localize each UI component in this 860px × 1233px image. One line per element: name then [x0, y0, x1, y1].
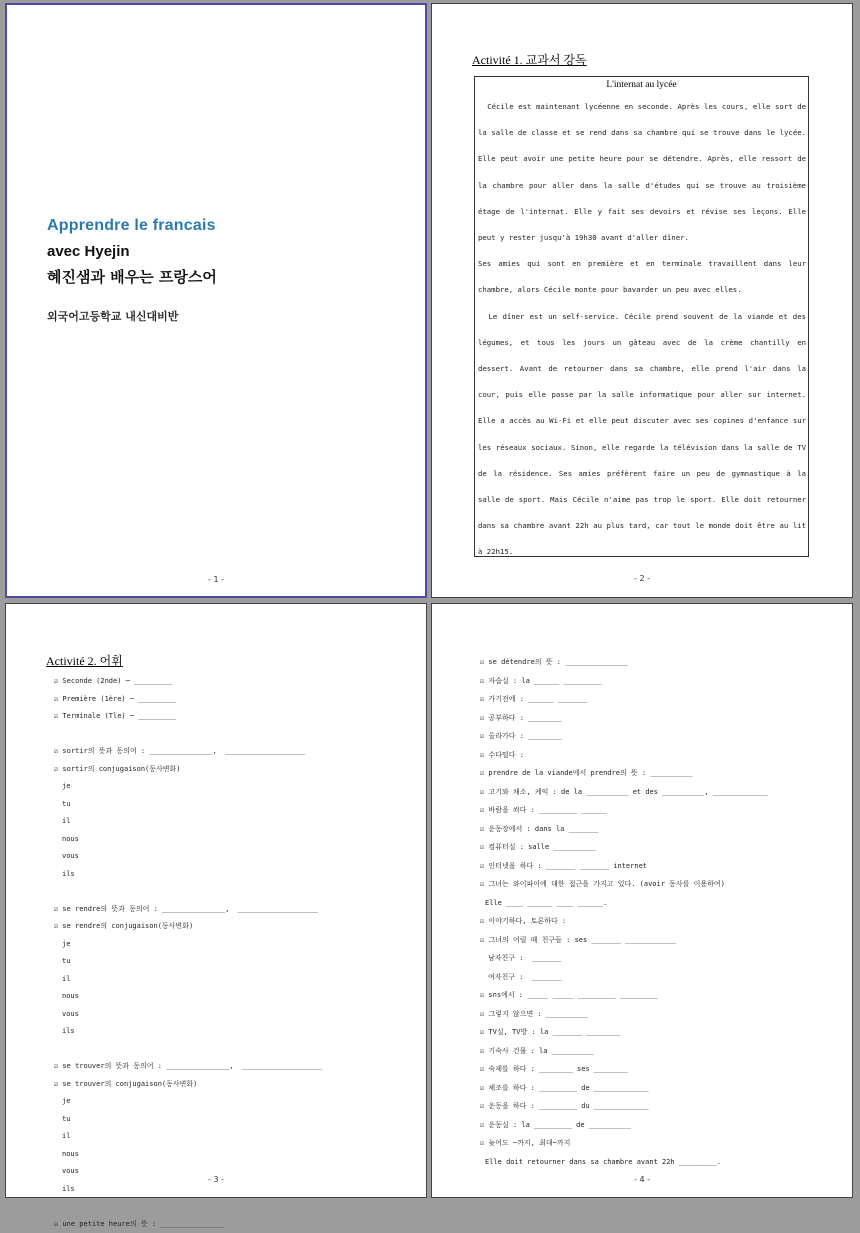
worksheet-item: ☑ 그녀는 와이파이에 대한 접근을 가지고 있다. (avoir 동사를 이용하여)	[480, 875, 840, 894]
worksheet-item: ☑ prendre de la viande에서 prendre의 뜻 : __________	[480, 764, 840, 783]
worksheet-item: nous	[54, 988, 404, 1006]
worksheet-item: ☑ 기숙사 건물 : la __________	[480, 1042, 840, 1061]
reading-paragraph-1: Cécile est maintenant lycéenne en seconde. Après les cours, elle sort de la salle de classe et se rend dans sa chambre qui se trouve dans le lycée. Elle peut avoir une petite heure pour se détendre. Après, elle ressort de la chambre pour aller dans la salle d'études qui se trouve au troisième étage de l'internat. Elle y fait ses devoirs et révise ses leçons. Elle peut y rester jusqu'à 19h30 avant d'aller dîner.	[475, 94, 808, 251]
worksheet-item: Elle ____ ______ ____ ______.	[480, 894, 840, 913]
worksheet-item: ☑ se trouver의 뜻과 동의어 : _______________, ___________________	[54, 1058, 404, 1076]
worksheet-item: 남자친구 : _______	[480, 949, 840, 968]
list-spacer	[54, 1198, 404, 1216]
reading-title: L'internat au lycée	[475, 80, 808, 94]
worksheet-item: ☑ 숙제를 하다 : ________ ses ________	[480, 1060, 840, 1079]
worksheet-item: ☑ se trouver의 conjugaison(동사변화)	[54, 1076, 404, 1094]
worksheet-item: vous	[54, 848, 404, 866]
worksheet-item: ils	[54, 1181, 404, 1199]
worksheet-item: ☑ sortir의 뜻과 동의어 : _______________, ___________________	[54, 743, 404, 761]
worksheet-item: il	[54, 1128, 404, 1146]
worksheet-item: ☑ 운동을 하다 : _________ du _____________	[480, 1097, 840, 1116]
worksheet-item: ☑ se rendre의 conjugaison(동사변화)	[54, 918, 404, 936]
worksheet-item: tu	[54, 1111, 404, 1129]
worksheet-item: ☑ 고기와 채소, 케익 : de la __________ et des __________, _____________	[480, 783, 840, 802]
worksheet-item: ils	[54, 1023, 404, 1041]
list-spacer	[54, 1041, 404, 1059]
cover-title-french: Apprendre le francais	[47, 217, 216, 235]
worksheet-item: ☑ 컴퓨터실 : salle __________	[480, 838, 840, 857]
worksheet-item: ☑ sns에서 : _____ _____ _________ _________	[480, 986, 840, 1005]
page-2-reading	[431, 3, 853, 598]
worksheet-item: ☑ Seconde (2nde) ─ _________	[54, 673, 404, 691]
worksheet-item: je	[54, 1093, 404, 1111]
worksheet-item: ☑ 자습실 : la ______ _________	[480, 672, 840, 691]
cover-subtitle: 외국어고등학교 내신대비반	[47, 308, 178, 324]
page-number: - 4 -	[432, 1175, 852, 1184]
worksheet-item: ☑ 운동실 : la _________ de __________	[480, 1116, 840, 1135]
page-1-cover	[5, 3, 427, 598]
worksheet-item: ☑ 늦어도 ~까지, 최대~까지	[480, 1134, 840, 1153]
list-spacer	[54, 883, 404, 901]
worksheet-item: ☑ 인터넷을 하다 : _______ _______ internet	[480, 857, 840, 876]
worksheet-item: ☑ se rendre의 뜻과 동의어 : _______________, ___________________	[54, 901, 404, 919]
worksheet-item: vous	[54, 1006, 404, 1024]
worksheet-item: vous	[54, 1163, 404, 1181]
worksheet-item: ☑ Terminale (Tle) ─ _________	[54, 708, 404, 726]
reading-text-box	[474, 76, 809, 557]
page-number: - 2 -	[432, 574, 852, 583]
worksheet-item: 여자친구 : _______	[480, 968, 840, 987]
worksheet-item: il	[54, 813, 404, 831]
worksheet-item: nous	[54, 1146, 404, 1164]
activity-1-heading: Activité 1. 교과서 강독	[472, 51, 587, 68]
reading-paragraph-2: Ses amies qui sont en première et en terminale travaillent dans leur chambre, alors Cécile monte pour bavarder un peu avec elles.	[475, 251, 808, 303]
worksheet-item: Elle doit retourner dans sa chambre avant 22h _________.	[480, 1153, 840, 1172]
cover-title-line2: avec Hyejin	[47, 243, 130, 260]
worksheet-item: ☑ sortir의 conjugaison(동사변화)	[54, 761, 404, 779]
page-number: - 1 -	[7, 575, 425, 584]
worksheet-item: tu	[54, 953, 404, 971]
vocabulary-list-2	[480, 653, 840, 1171]
activity-2-heading: Activité 2. 어휘	[46, 652, 123, 669]
worksheet-item: ☑ 체조를 하다 : _________ de _____________	[480, 1079, 840, 1098]
worksheet-item: ☑ 가기전에 : ______ _______	[480, 690, 840, 709]
worksheet-item: ☑ Première (1ère) ─ _________	[54, 691, 404, 709]
page-3-vocabulary	[5, 603, 427, 1198]
worksheet-item: ☑ 운동장에서 : dans la _______	[480, 820, 840, 839]
worksheet-item: ☑ 바람을 쐬다 : _________ ______	[480, 801, 840, 820]
worksheet-item: ☑ 수다떨다 :	[480, 746, 840, 765]
page-number: - 3 -	[6, 1175, 426, 1184]
worksheet-item: ils	[54, 866, 404, 884]
worksheet-item: ☑ TV실, TV방 : la _______ ________	[480, 1023, 840, 1042]
worksheet-item: ☑ se détendre의 뜻 : _______________	[480, 653, 840, 672]
cover-title-korean: 혜진샘과 배우는 프랑스어	[47, 266, 217, 287]
page-4-vocabulary	[431, 603, 853, 1198]
worksheet-item: ☑ 이야기하다, 토론하다 :	[480, 912, 840, 931]
worksheet-item: ☑ une petite heure의 뜻 : _______________	[54, 1216, 404, 1233]
worksheet-item: il	[54, 971, 404, 989]
vocabulary-list-1	[54, 673, 404, 1233]
worksheet-item: tu	[54, 796, 404, 814]
worksheet-item: je	[54, 936, 404, 954]
reading-paragraph-3: Le dîner est un self-service. Cécile prend souvent de la viande et des légumes, et tous les jours un gâteau avec de la crème chantilly en dessert. Avant de retourner dans sa chambre, elle prend l'air dans la cour, puis elle passe par la salle informatique pour aller sur internet. Elle a accès au Wi-Fi et elle peut discuter avec ses copines d'enfance sur les réseaux sociaux. Sinon, elle regarde la télévision dans la salle de TV de la résidence. Ses amies préfèrent faire un peu de gymnastique à la salle de sport. Mais Cécile n'aime pas trop le sport. Elle doit retourner dans sa chambre avant 22h au plus tard, car tout le monde doit être au lit à 22h15.	[475, 304, 808, 557]
worksheet-item: ☑ 공부하다 : ________	[480, 709, 840, 728]
worksheet-item: nous	[54, 831, 404, 849]
worksheet-item: ☑ 올라가다 : ________	[480, 727, 840, 746]
worksheet-item: ☑ 그녀의 어릴 때 친구들 : ses _______ ____________	[480, 931, 840, 950]
list-spacer	[54, 726, 404, 744]
worksheet-item: ☑ 그렇지 않으면 : __________	[480, 1005, 840, 1024]
worksheet-item: je	[54, 778, 404, 796]
